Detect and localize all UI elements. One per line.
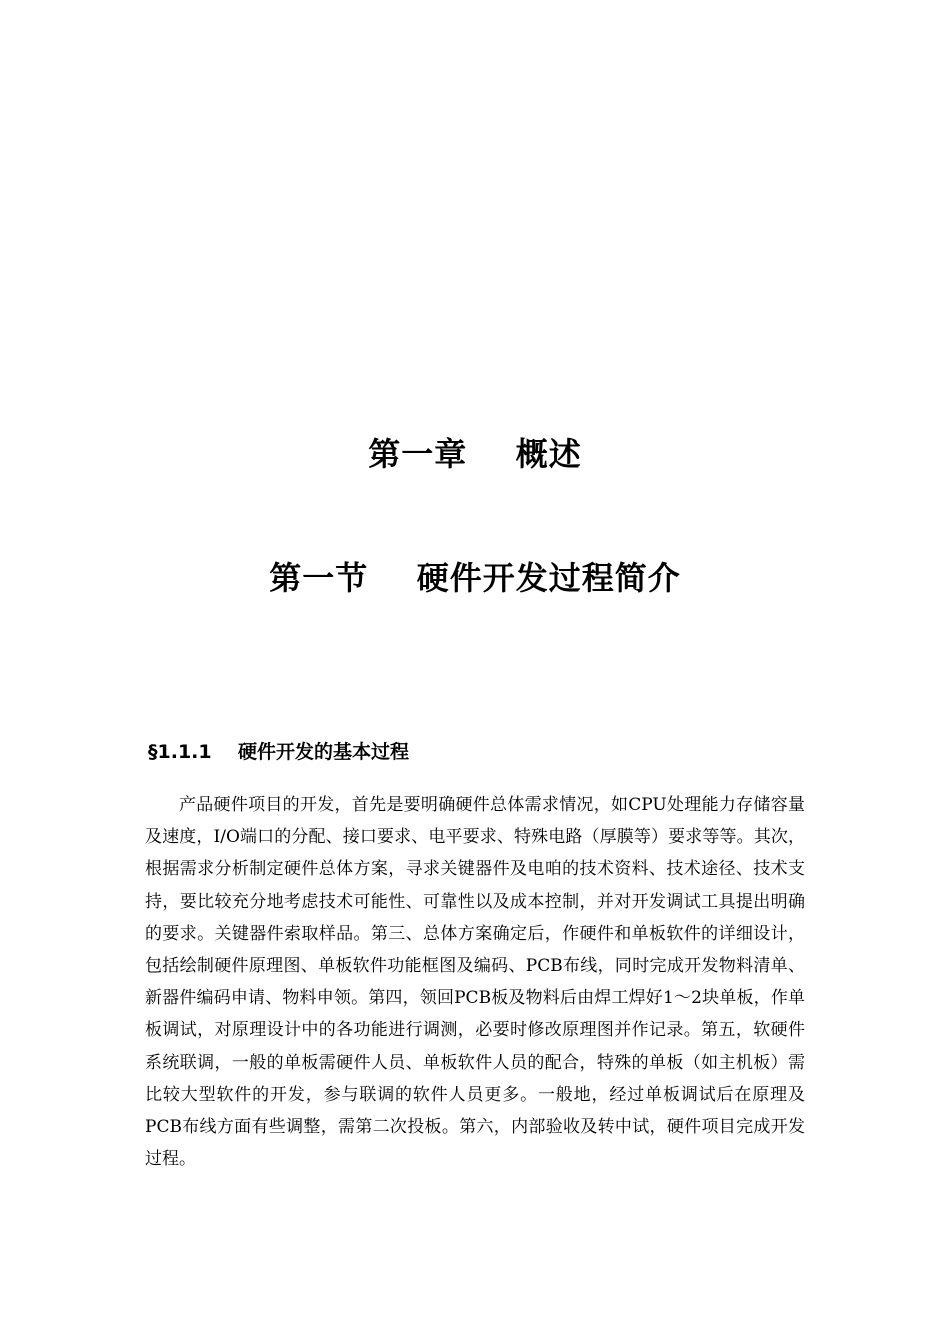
section-title: 第一节 硬件开发过程简介 bbox=[269, 559, 681, 597]
chapter-title: 第一章 概述 bbox=[368, 435, 582, 473]
subsection-title: §1.1.1 硬件开发的基本过程 bbox=[148, 741, 410, 763]
body-paragraph: 产品硬件项目的开发，首先是要明确硬件总体需求情况，如CPU处理能力存储容量及速度，I/O端口的分配、接口要求、电平要求、特殊电路（厚膜等）要求等等。其次，根据需求分析制定硬件总体方案，寻求关键器件及电咱的技术资料、技术途径、技术支持，要比较充分地考虑技术可能性、可靠性以及成本控制，并对开发调试工具提出明确的要求。关键器件索取样品。第三、总体方案确定后，作硬件和单板软件的详细设计，包括绘制硬件原理图、单板软件功能框图及编码、PCB布线，同时完成开发物料清单、新器件编码申请、物料申领。第四，领回PCB板及物料后由焊工焊好1～2块单板，作单板调试，对原理设计中的各功能进行调测，必要时修改原理图并作记录。第五，软硬件系统联调，一般的单板需硬件人员、单板软件人员的配合，特殊的单板（如主机板）需比较大型软件的开发，参与联调的软件人员更多。一般地，经过单板调试后在原理及PCB布线方面有些调整，需第二次投板。第六，内部验收及转中试，硬件项目完成开发过程。 bbox=[145, 795, 805, 1170]
